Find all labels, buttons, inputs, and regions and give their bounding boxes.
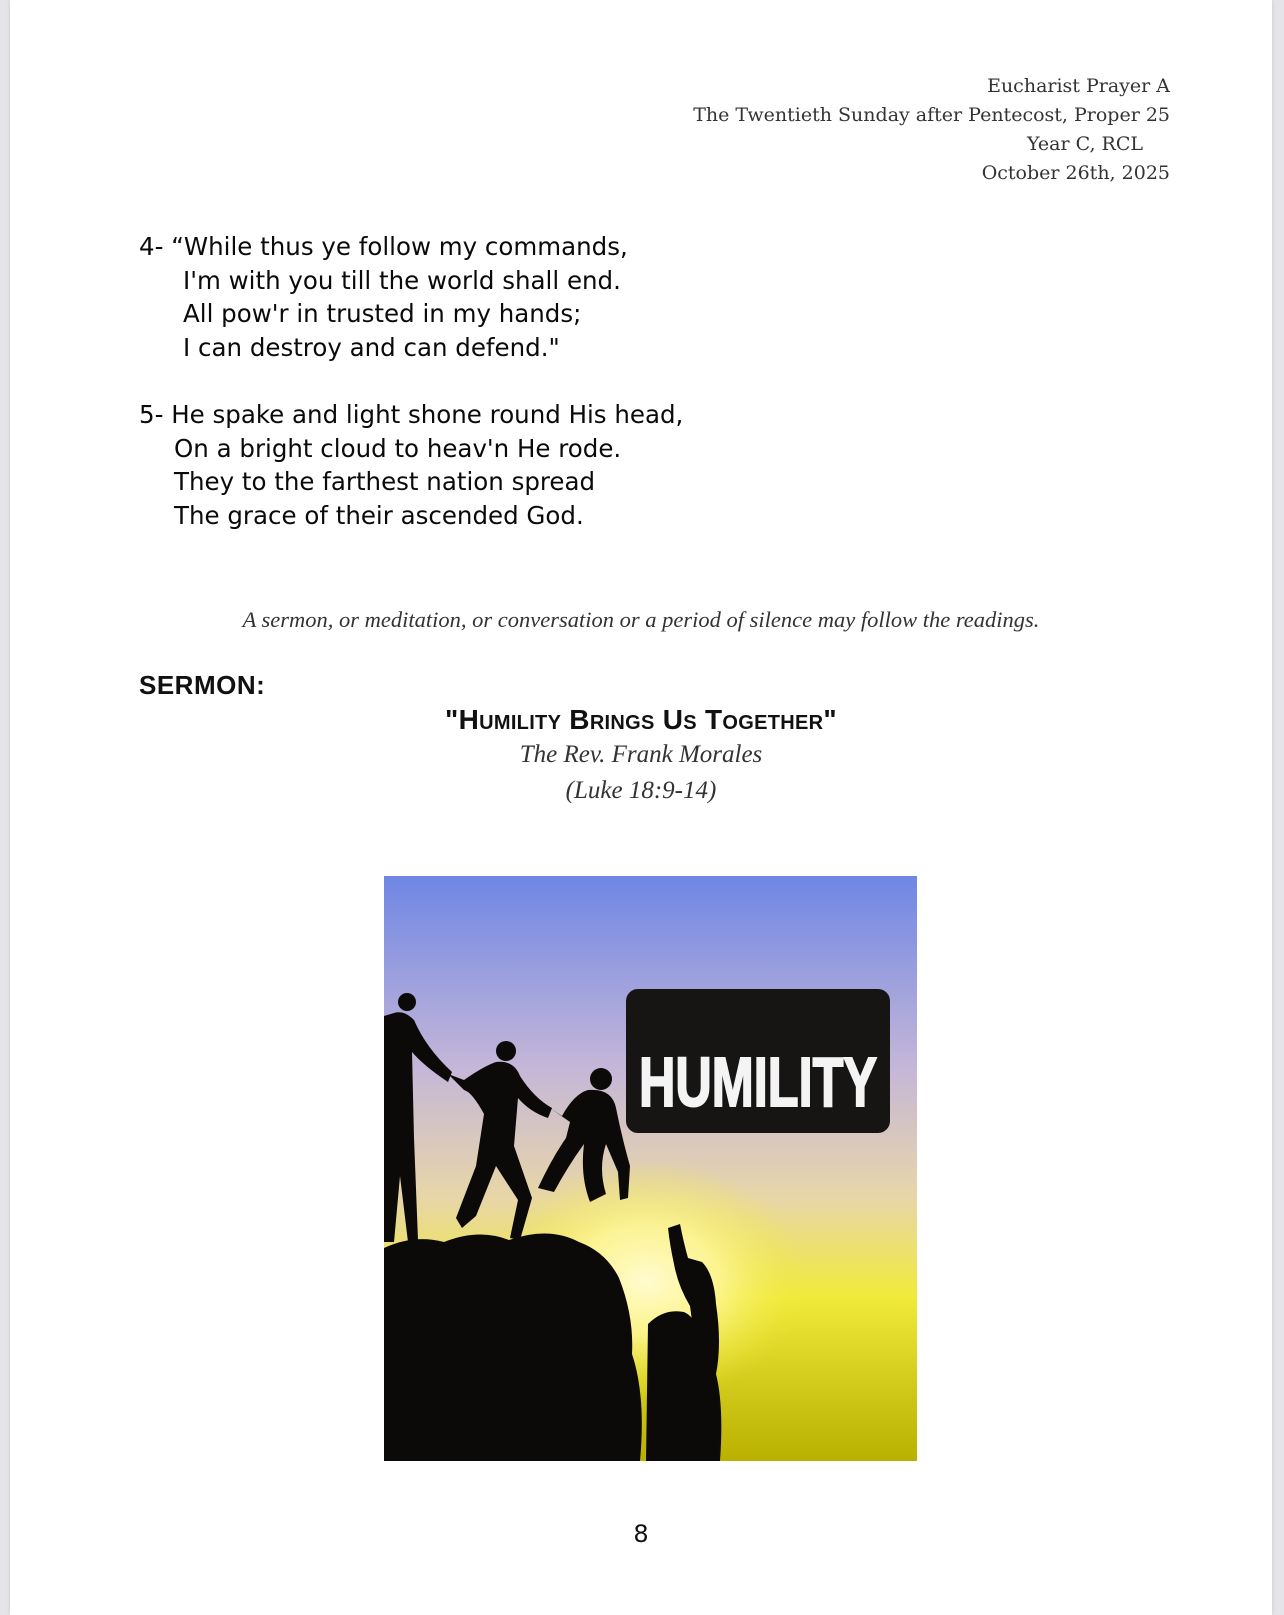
climber-1-head — [398, 993, 416, 1011]
header-lectionary-year: Year C, RCL — [1027, 133, 1143, 155]
verse-line: They to the farthest nation spread — [174, 467, 596, 496]
climber-3-head — [590, 1068, 612, 1090]
verse-line: 5- He spake and light shone round His head, — [139, 400, 684, 429]
scripture-reference: (Luke 18:9-14) — [565, 777, 717, 804]
verse-line: The grace of their ascended God. — [174, 500, 584, 530]
hymn-verse-4 — [139, 230, 628, 364]
hymn-verse-5 — [139, 398, 683, 532]
header-liturgical-day: The Twentieth Sunday after Pentecost, Proper 25 — [693, 104, 1170, 126]
humility-illustration — [384, 876, 917, 1461]
verse-line: 4- “While thus ye follow my commands, — [139, 232, 628, 261]
rubric-instruction: A sermon, or meditation, or conversation or a period of silence may follow the readings. — [242, 607, 1040, 632]
verse-line: All pow'r in trusted in my hands; — [183, 299, 582, 328]
sermon-heading: SERMON: — [139, 670, 266, 700]
sign-board — [626, 989, 890, 1133]
sign-text: HUMILITY — [639, 1043, 877, 1121]
sermon-preacher: The Rev. Frank Morales — [519, 741, 763, 768]
verse-line: I can destroy and can defend." — [183, 332, 560, 362]
verse-number: 4- — [139, 232, 164, 261]
climber-2-head — [496, 1041, 516, 1061]
page-number: 8 — [633, 1520, 649, 1548]
verse-line: On a bright cloud to heav'n He rode. — [174, 433, 622, 463]
header-date: October 26th, 2025 — [981, 162, 1170, 184]
sermon-title: "Humility Brings Us Together" — [445, 704, 837, 735]
verse-number: 5- — [139, 400, 164, 429]
document-page — [10, 0, 1272, 1615]
verse-line: I'm with you till the world shall end. — [183, 265, 621, 295]
cliff — [384, 1233, 642, 1461]
header-service-name: Eucharist Prayer A — [987, 75, 1170, 97]
page-header — [610, 72, 1170, 188]
